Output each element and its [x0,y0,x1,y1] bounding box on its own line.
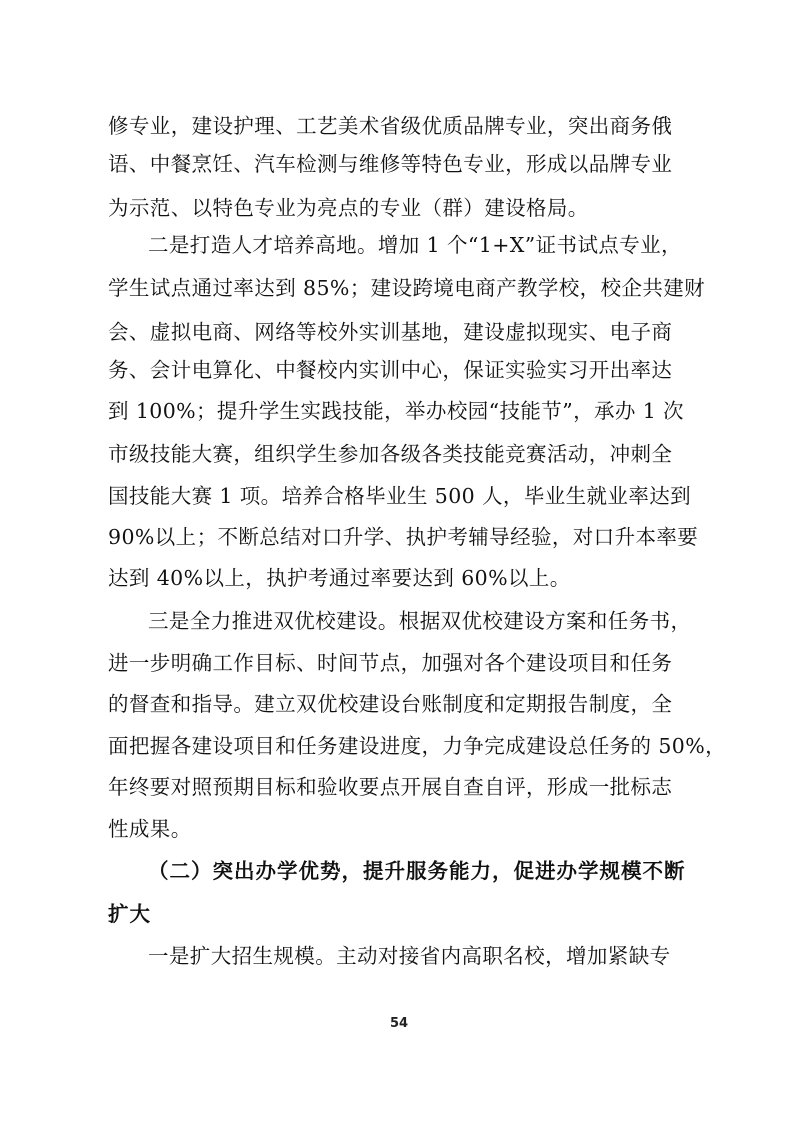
paragraph-start-line: 三是全力推进双优校建设。根据双优校建设方案和任务书， [148,609,692,633]
text-line: 达到 40%以上，执护考通过率要达到 60%以上。 [108,566,571,590]
text-line: 语、中餐烹饪、汽车检测与维修等特色专业，形成以品牌专业 [108,152,673,176]
text-line: 会、虚拟电商、网络等校外实训基地，建设虚拟现实、电子商 [108,320,673,344]
text-line: 面把握各建设项目和任务建设进度，力争完成建设总任务的 50%， [108,734,726,758]
text-line: 到 100%；提升学生实践技能，举办校园“技能节”，承办 1 次 [108,399,684,423]
text-line: 90%以上；不断总结对口升学、执护考辅导经验，对口升本率要 [108,525,699,549]
text-line: 务、会计电算化、中餐校内实训中心，保证实验实习开出率达 [108,358,673,382]
text-line: 年终要对照预期目标和验收要点开展自查自评，形成一批标志 [108,775,673,799]
text-line: 的督查和指导。建立双优校建设台账制度和定期报告制度，全 [108,692,673,716]
text-line: 进一步明确工作目标、时间节点，加强对各个建设项目和任务 [108,651,673,675]
text-line: 市级技能大赛，组织学生参加各级各类技能竞赛活动，冲刺全 [108,442,673,466]
text-line: 国技能大赛 1 项。培养合格毕业生 500 人，毕业生就业率达到 [108,484,692,508]
paragraph-start-line: 一是扩大招生规模。主动对接省内高职名校，增加紧缺专 [148,944,671,968]
text-line: 为示范、以特色专业为亮点的专业（群）建设格局。 [108,196,589,220]
page-number: 54 [390,1016,409,1031]
text-line: 性成果。 [108,817,192,841]
text-line: 学生试点通过率达到 85%；建设跨境电商产教学校，校企共建财 [108,276,706,300]
text-line: 修专业，建设护理、工艺美术省级优质品牌专业，突出商务俄 [108,114,673,138]
paragraph-start-line: 二是打造人才培养高地。增加 1 个“1+X”证书试点专业， [148,233,682,257]
section-heading: （二）突出办学优势，提升服务能力，促进办学规模不断 [148,859,686,883]
section-heading-continued: 扩大 [108,902,151,926]
